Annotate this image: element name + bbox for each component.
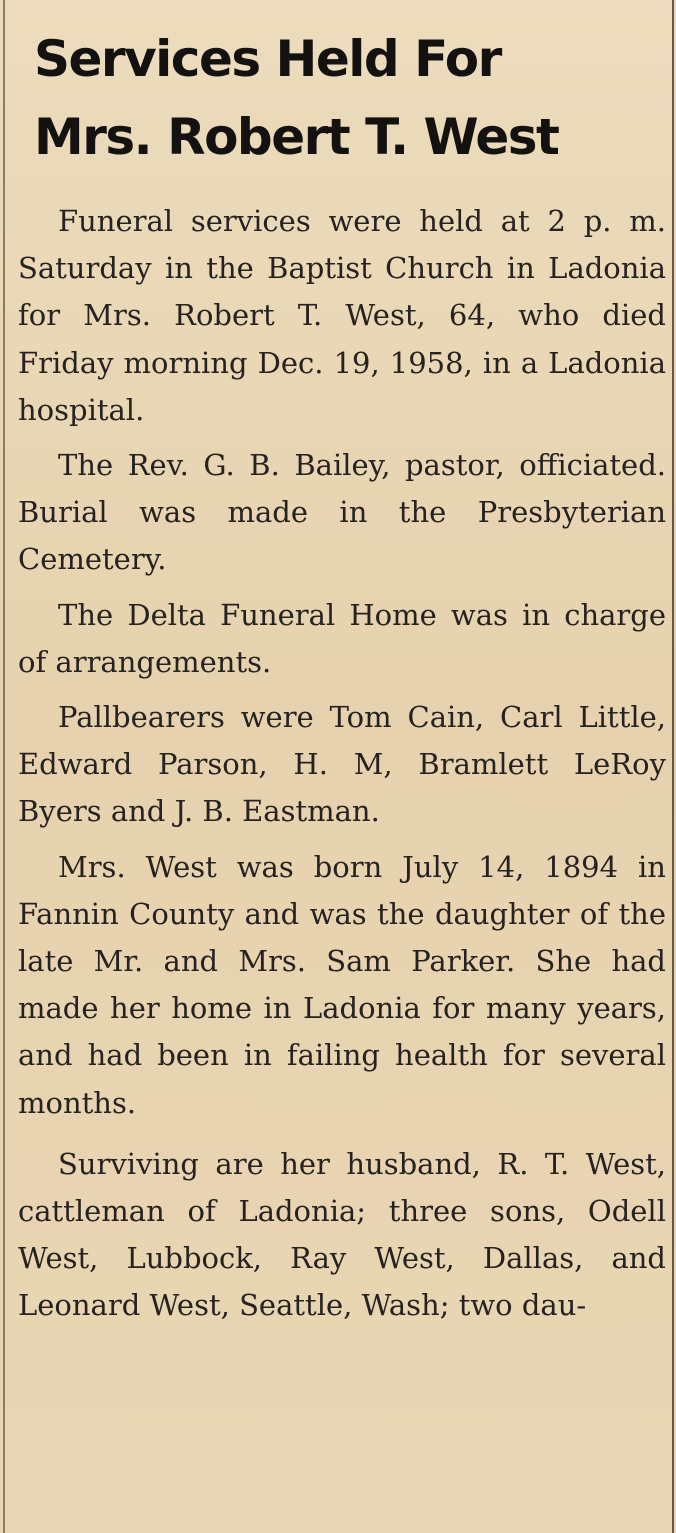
paragraph-biography: Mrs. West was born July 14, 1894 in Fannin County and was the daughter of the late Mr. and Mrs. Sam Parker. She had made her home in Ladonia for many years, and had been in failing health for several months. bbox=[18, 849, 666, 1120]
paragraph-arrangements: The Delta Funeral Home was in charge of arrangements. bbox=[18, 597, 666, 679]
column-rule-left bbox=[3, 0, 5, 1533]
paragraph-pallbearers: Pallbearers were Tom Cain, Carl Little, Edward Parson, H. M, Bramlett LeRoy Byers and J. B. Eastman. bbox=[18, 700, 666, 829]
headline-line-2: Mrs. Robert T. West bbox=[34, 108, 559, 166]
headline-line-1: Services Held For bbox=[34, 30, 501, 88]
headline bbox=[34, 20, 558, 176]
paragraph-funeral-services: Funeral services were held at 2 p. m. Saturday in the Baptist Church in Ladonia for Mrs. Robert T. West, 64, who died Friday morning Dec. 19, 1958, in a Ladonia hospital. bbox=[18, 204, 666, 427]
paragraph-survivors: Surviving are her husband, R. T. West, cattleman of Ladonia; three sons, Odell West, Lubbock, Ray West, Dallas, and Leonard West, Seattle, Wash; two dau- bbox=[18, 1146, 666, 1323]
paragraph-officiant: The Rev. G. B. Bailey, pastor, officiated. Burial was made in the Presbyterian Cemetery. bbox=[18, 448, 666, 577]
column-rule-right bbox=[672, 0, 674, 1533]
article-body bbox=[18, 198, 666, 1330]
